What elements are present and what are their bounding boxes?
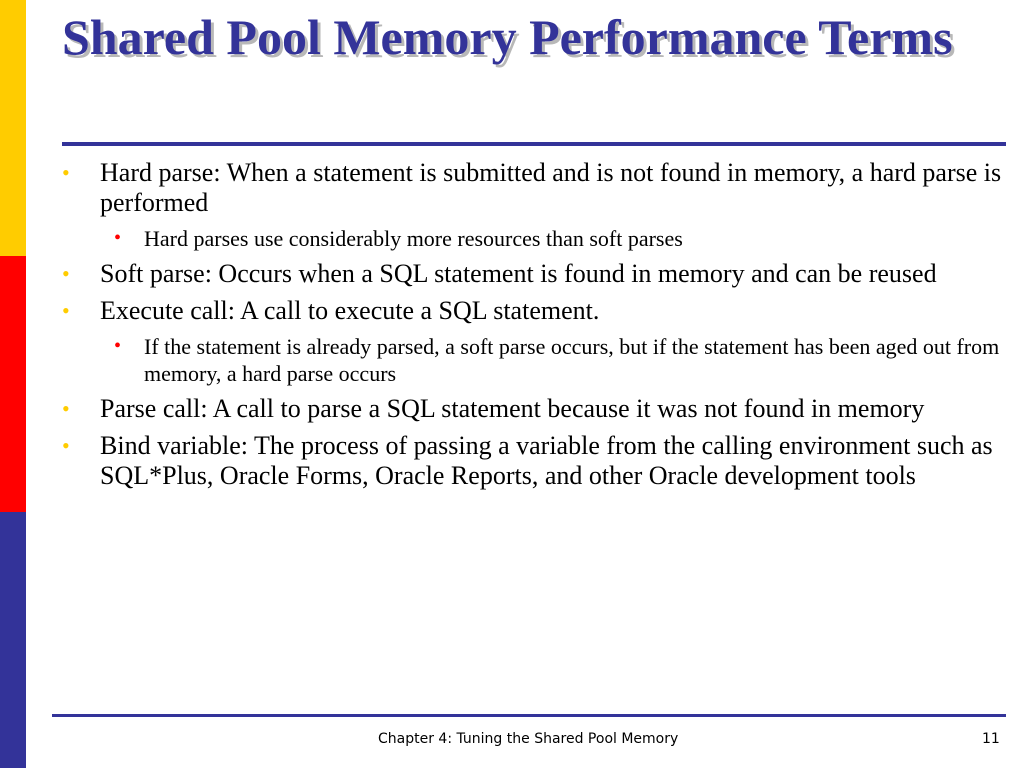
side-band-blue bbox=[0, 512, 26, 768]
sub-bullet-dot-icon: • bbox=[114, 335, 122, 357]
side-band-red bbox=[0, 256, 26, 512]
sub-bullet-text: If the statement is already parsed, a soft parse occurs, but if the statement has been aged out from memory, a hard parse occurs bbox=[144, 334, 1000, 386]
bullet-dot-icon: • bbox=[62, 160, 70, 185]
sub-bullet-dot-icon: • bbox=[114, 227, 122, 249]
bullet-item bbox=[62, 394, 1006, 424]
bullet-text: Parse call: A call to parse a SQL statement because it was not found in memory bbox=[100, 394, 925, 423]
bullet-item bbox=[62, 259, 1006, 289]
sub-bullet-text: Hard parses use considerably more resources than soft parses bbox=[144, 226, 683, 251]
bullet-text: Soft parse: Occurs when a SQL statement is found in memory and can be reused bbox=[100, 259, 937, 288]
bullet-item bbox=[62, 296, 1006, 326]
page-number: 11 bbox=[982, 731, 1000, 747]
bullet-item bbox=[62, 431, 1006, 491]
title-divider bbox=[62, 142, 1006, 146]
bullet-text: Bind variable: The process of passing a variable from the calling environment such as SQL*Plus, Oracle Forms, Oracle Reports, and other Oracle development tools bbox=[100, 431, 993, 490]
side-band-yellow bbox=[0, 0, 26, 256]
bullet-text: Execute call: A call to execute a SQL statement. bbox=[100, 296, 600, 325]
bullet-item bbox=[62, 158, 1006, 218]
bullet-dot-icon: • bbox=[62, 433, 70, 458]
bullet-text: Hard parse: When a statement is submitted and is not found in memory, a hard parse is performed bbox=[100, 158, 1002, 217]
bullet-dot-icon: • bbox=[62, 261, 70, 286]
slide-title: Shared Pool Memory Performance Terms bbox=[62, 9, 953, 65]
bullet-dot-icon: • bbox=[62, 396, 70, 421]
sub-bullet-item bbox=[62, 225, 1006, 252]
footer-divider bbox=[52, 714, 1006, 717]
slide-body bbox=[62, 158, 1006, 498]
bullet-dot-icon: • bbox=[62, 298, 70, 323]
sub-bullet-item bbox=[62, 333, 1006, 387]
footer-chapter-label: Chapter 4: Tuning the Shared Pool Memory bbox=[378, 731, 679, 747]
